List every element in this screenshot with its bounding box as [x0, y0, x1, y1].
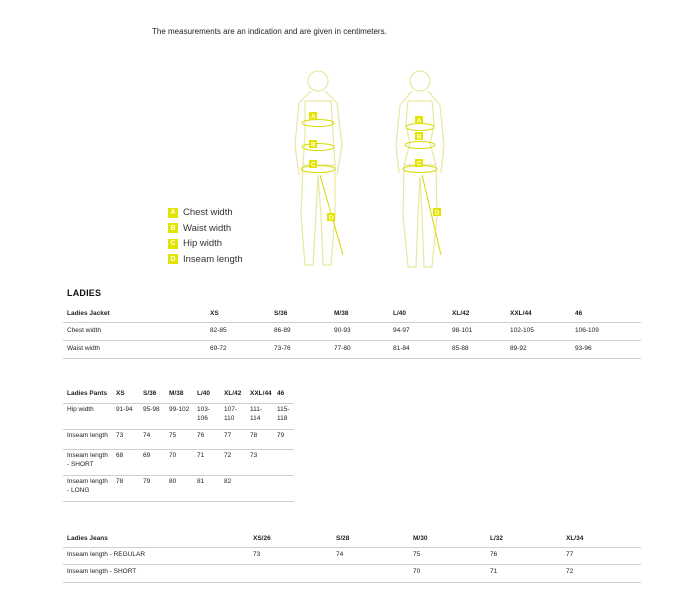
table-row — [63, 340, 641, 359]
legend-label: Waist width — [183, 222, 232, 234]
table-cell: 70 — [413, 568, 421, 575]
section-title: LADIES — [67, 288, 102, 298]
table-cell: 73 — [250, 452, 258, 459]
table-cell: 98-101 — [452, 327, 473, 334]
table-cell: 75 — [413, 551, 421, 558]
table-header-row — [63, 305, 641, 323]
measurement-legend — [168, 205, 243, 267]
legend-badge: D — [168, 254, 178, 264]
svg-text:C: C — [311, 162, 316, 169]
table-cell: 85-88 — [452, 345, 469, 352]
legend-badge: B — [168, 223, 178, 233]
table-cell: 94-97 — [393, 327, 410, 334]
table-cell: 86-89 — [274, 327, 291, 334]
column-header: XS — [116, 390, 125, 397]
table-cell: 77 — [224, 432, 232, 439]
table-cell: 71 — [490, 568, 498, 575]
column-header: XL/34 — [566, 535, 584, 542]
table-cell: 73 — [253, 551, 261, 558]
row-label: Inseam length - SHORT — [67, 452, 108, 468]
svg-text:C: C — [417, 161, 422, 168]
column-header: M/30 — [413, 535, 428, 542]
table-cell: 73 — [116, 432, 124, 439]
table-row — [63, 475, 294, 502]
table-cell: 81 — [197, 478, 205, 485]
svg-text:A: A — [417, 118, 422, 125]
column-header: M/38 — [334, 310, 349, 317]
column-header: L/32 — [490, 535, 504, 542]
svg-text:D: D — [329, 215, 334, 222]
legend-item-inseam — [168, 252, 243, 268]
table-row — [63, 564, 641, 583]
svg-text:D: D — [435, 210, 440, 217]
column-header: S/28 — [336, 535, 350, 542]
table-row — [63, 403, 294, 430]
table-cell: 79 — [277, 432, 285, 439]
column-header: Ladies Jacket — [67, 310, 110, 317]
table-cell: 76 — [490, 551, 498, 558]
table-row — [63, 449, 294, 476]
table-cell: 115- 118 — [277, 406, 290, 422]
row-label: Inseam length — [67, 432, 108, 439]
column-header: S/36 — [274, 310, 288, 317]
column-header: 46 — [277, 390, 285, 397]
table-cell: 106-109 — [575, 327, 599, 334]
measurement-note: The measurements are an indication and are given in centimeters. — [152, 27, 387, 36]
table-cell: 107- 110 — [224, 406, 238, 422]
table-cell: 78 — [116, 478, 124, 485]
column-header: XXL/44 — [250, 390, 272, 397]
table-cell: 90-93 — [334, 327, 351, 334]
table-cell: 77 — [566, 551, 574, 558]
table-cell: 99-102 — [169, 406, 190, 413]
row-label: Chest width — [67, 327, 101, 334]
table-cell: 75 — [169, 432, 177, 439]
table-cell: 74 — [336, 551, 344, 558]
table-cell: 72 — [224, 452, 232, 459]
row-label: Waist width — [67, 345, 100, 352]
column-header: M/38 — [169, 390, 184, 397]
legend-badge: C — [168, 239, 178, 249]
table-cell: 82 — [224, 478, 232, 485]
table-cell: 69 — [143, 452, 151, 459]
svg-text:A: A — [311, 114, 316, 121]
table-cell: 82-85 — [210, 327, 227, 334]
table-cell: 111- 114 — [250, 406, 263, 422]
column-header: Ladies Pants — [67, 390, 108, 397]
table-cell: 77-80 — [334, 345, 351, 352]
table-cell: 93-96 — [575, 345, 592, 352]
table-cell: 95-98 — [143, 406, 160, 413]
table-cell: 91-94 — [116, 406, 133, 413]
table-cell: 68 — [116, 452, 124, 459]
column-header: L/40 — [197, 390, 211, 397]
column-header: XXL/44 — [510, 310, 532, 317]
table-cell: 80 — [169, 478, 177, 485]
table-header-row — [63, 531, 641, 548]
table-row — [63, 429, 294, 450]
table-cell: 74 — [143, 432, 151, 439]
table-cell: 72 — [566, 568, 574, 575]
column-header: XL/42 — [452, 310, 470, 317]
svg-text:B: B — [417, 134, 422, 141]
table-cell: 89-92 — [510, 345, 527, 352]
column-header: Ladies Jeans — [67, 535, 108, 542]
table-cell: 69-72 — [210, 345, 227, 352]
table-cell: 103- 106 — [197, 406, 211, 422]
row-label: Inseam length - REGULAR — [67, 551, 146, 558]
table-cell: 102-105 — [510, 327, 534, 334]
column-header: S/36 — [143, 390, 157, 397]
table-cell: 76 — [197, 432, 205, 439]
legend-label: Hip width — [183, 238, 223, 250]
column-header: XS/26 — [253, 535, 271, 542]
table-cell: 70 — [169, 452, 177, 459]
legend-item-waist — [168, 221, 243, 237]
legend-item-chest — [168, 205, 243, 221]
table-row — [63, 547, 641, 565]
legend-label: Chest width — [183, 207, 233, 219]
table-cell: 79 — [143, 478, 151, 485]
table-cell: 81-84 — [393, 345, 410, 352]
column-header: 46 — [575, 310, 583, 317]
row-label: Inseam length - LONG — [67, 478, 108, 494]
table-row — [63, 322, 641, 341]
table-cell: 78 — [250, 432, 258, 439]
table-header-row — [63, 387, 294, 404]
column-header: L/40 — [393, 310, 407, 317]
table-cell: 71 — [197, 452, 205, 459]
column-header: XL/42 — [224, 390, 242, 397]
svg-text:B: B — [311, 142, 316, 149]
body-figures-illustration — [285, 65, 475, 270]
legend-label: Inseam length — [183, 253, 243, 265]
legend-item-hip — [168, 236, 243, 252]
row-label: Hip width — [67, 406, 94, 413]
legend-badge: A — [168, 208, 178, 218]
row-label: Inseam length - SHORT — [67, 568, 137, 575]
column-header: XS — [210, 310, 219, 317]
table-cell: 73-76 — [274, 345, 291, 352]
